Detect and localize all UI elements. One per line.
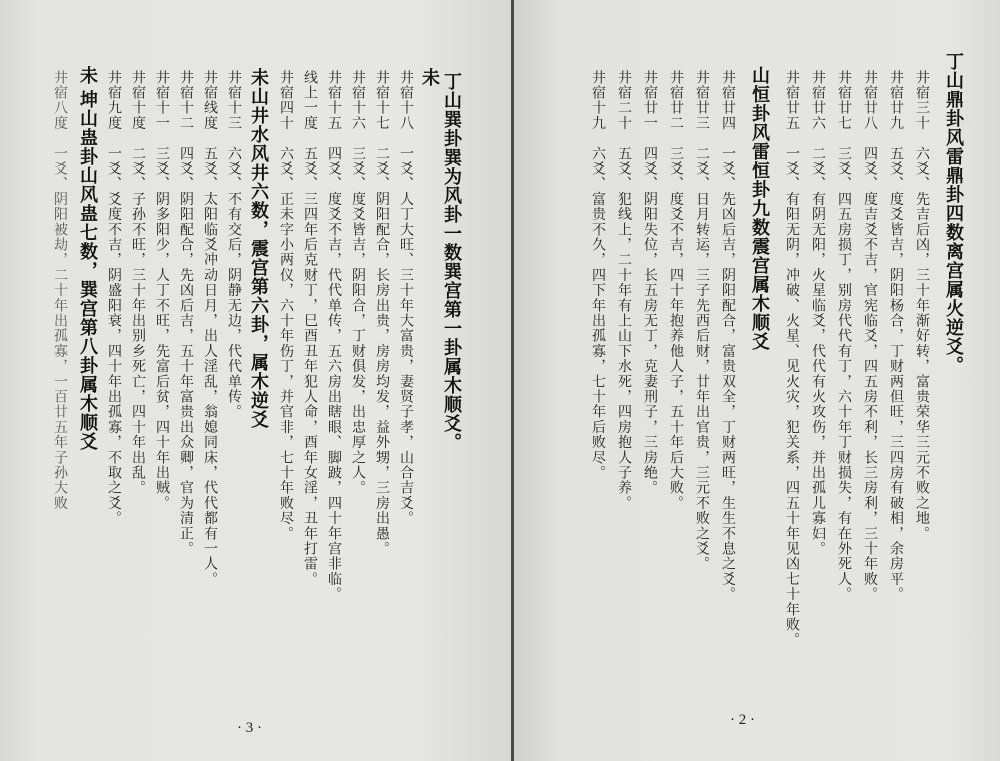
text-column: 井宿廿四 一爻、先凶后吉，阴阳配合，富贵双全，丁财两旺，生生不息之爻。 [720,70,736,602]
text-column: 井宿十三 六爻、不有交后，阴静无边，代代单传。 [226,70,242,420]
text-column: 井宿廿九 五爻、度爻皆吉，阴阳杨合，丁财两但旺，三四房有破相，余房平。 [888,70,904,602]
hexagram-heading: 丁山巽卦巽为风卦一数巽宫第一卦属木顺爻。 [441,72,462,452]
text-column: 线上一度 五爻、三四年后克财丁，巳酉丑年犯人命，酉年女淫，丑年打雷。 [302,70,318,587]
text-column: 井宿廿三 二爻、日月转运，三子先西后财，廿年出官贵，三元不败之爻。 [694,70,710,572]
hexagram-heading: 山恒卦风雷恒卦九数震宫属木顺爻 [749,66,770,351]
text-column: 井宿十一 三爻、阴多阳少，人丁不旺，先富后贫，四十年出贼。 [154,70,170,511]
page-number: · 2 · [730,712,755,728]
hexagram-heading: 丁山鼎卦风雷鼎卦四数离宫属火逆爻。 [943,52,964,375]
text-column: 井宿四十 六爻、正未字小两仪，六十年伤丁，并官非，七十年败尽。 [278,70,294,542]
page-number: · 3 · [237,720,262,736]
text-column: 井宿廿六 二爻、有阴无阳，火星临爻，代代有火攻伤，并出孤儿寡妇。 [810,70,826,557]
text-column: 井宿廿七 三爻、四五房损丁，别房代代有丁，六十年丁财损失，有在外死人。 [836,70,852,602]
text-column: 井宿廿一 四爻、阴阳失位，长五房无丁，克妻刑子，三房绝。 [642,70,658,496]
text-column: 井宿十度 二爻、子孙不旺，三十年出别乡死亡，四十年出乱。 [130,70,146,496]
text-column: 井宿八度 一爻、阴阳被劫，二十年出孤寡，一百廿五年子孙大败 [52,70,68,511]
text-column: 井宿线度 五爻、太阳临爻冲动日月，出人淫乱，翁媳同床，代代都有一人。 [202,70,218,587]
right-page [514,0,1000,761]
mountain-marker: 未 [419,68,440,87]
text-column: 井宿廿二 三爻、度爻不吉，四十年抱养他人子，五十年后大败。 [668,70,684,511]
text-column: 井宿三十 六爻、先吉后凶，三十年渐好转，富贵荣华三元不败之地。 [914,70,930,542]
text-column: 井宿九度 一爻、爻度不吉，阴盛阳衰，四十年出孤寡，不取之爻。 [106,70,122,526]
hexagram-heading: 未山井水风井六数，震宫第六卦，属木逆爻 [248,68,269,429]
text-column: 井宿二十 五爻、犯线上，二十年有上山下水死，四房抱人子养。 [616,70,632,511]
text-column: 井宿廿八 四爻、度吉爻不吉，官宪临爻，四五房不利，长三房利，三十年败。 [862,70,878,602]
text-column: 井宿十八 一爻、人丁大旺、三十年大富贵，妻贤子孝，山合吉爻。 [398,70,414,526]
text-column: 井宿十七 二爻、阴阳配合，长房出贵，房房均发，益外甥，三房出愚。 [374,70,390,557]
text-column: 井宿十五 四爻、度爻不吉，代代单传，五六房出瞎眼、脚跛，四十年宫非临。 [326,70,342,602]
mountain-marker: 未 [77,66,98,85]
text-column: 井宿十二 四爻、阴阳配合，先凶后吉，五十年富贵出众卿，官为清正。 [178,70,194,557]
text-column: 井宿十九 六爻、富贵不久，四下年出孤寡，七十年后败尽。 [590,70,606,481]
hexagram-heading: 坤山蛊卦山风蛊七数，巽宫第八卦属木顺爻 [77,90,98,451]
text-column: 井宿廿五 一爻、有阳无阴，冲破、火星、见火灾，犯关系，四五十年见凶七十年败。 [784,70,800,648]
text-column: 井宿十六 三爻、度爻皆吉，阴阳合，丁财俱发，出忠厚之人。 [350,70,366,496]
